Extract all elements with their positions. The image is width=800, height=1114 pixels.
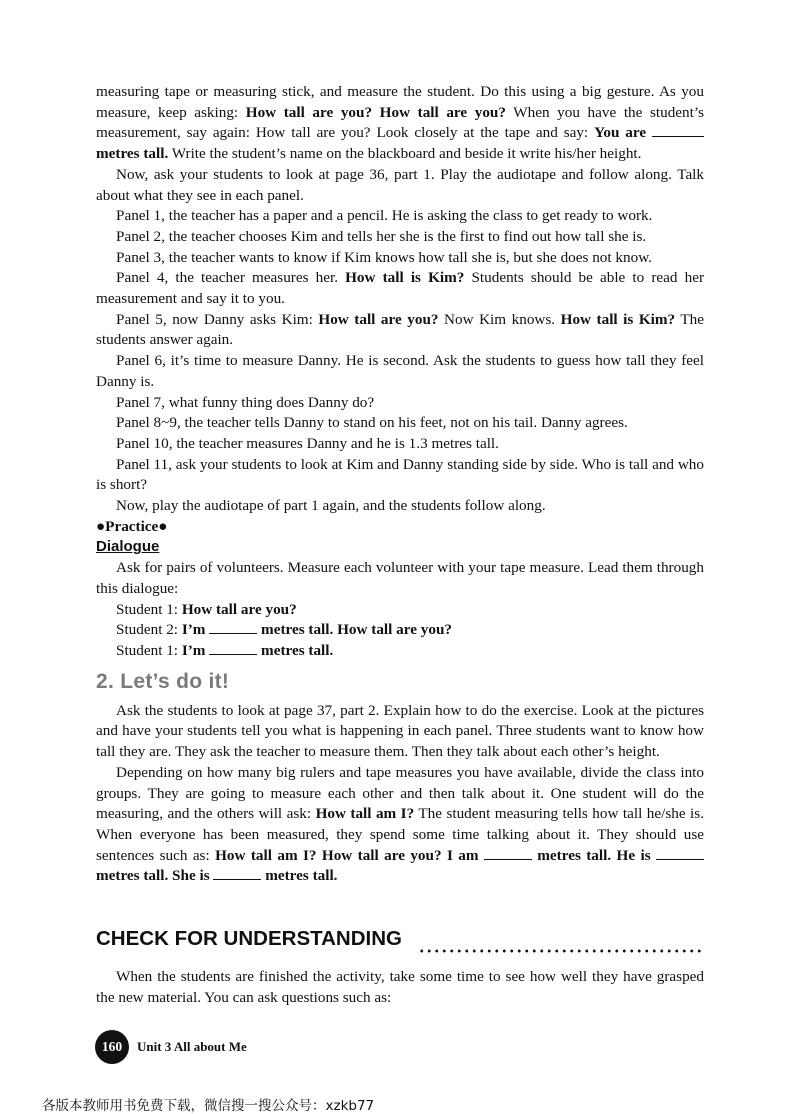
answer-blank xyxy=(652,123,704,137)
dialogue-line-3: Student 1: I’m metres tall. xyxy=(116,641,334,659)
dialogue-line-2: Student 2: I’m metres tall. How tall are you? xyxy=(116,621,452,639)
section-heading: 2. Let’s do it! xyxy=(96,669,230,693)
panel-3-text: Panel 3, the teacher wants to know if Kim knows how tall she is, but she does not know. xyxy=(116,248,652,266)
answer-blank xyxy=(209,620,257,634)
paragraph: measuring tape or measuring stick, and measure the student. Do this using a big gesture. As you measure, keep asking: How tall are you? How tall are you? When you have the student’s measurement, say again: How tall are you? Look closely at the tape and say: You are metres tall. Write the student’s name on the blackboard and beside it write his/her height. xyxy=(96,83,704,163)
unit-title: Unit 3 All about Me xyxy=(137,1039,247,1054)
dotted-rule xyxy=(418,949,704,953)
panel-11-text: Panel 11, ask your students to look at Kim and Danny standing side by side. Who is tall and who is short? xyxy=(96,455,704,494)
paragraph: Depending on how many big rulers and tape measures you have available, divide the class into groups. They are going to measure each other and then talk about it. One student will do the measuring, and the others will ask: How tall am I? The student measuring tells how tall he/she is. When everyone has been measured, they spend some time talking about it. They should use sentences such as: How tall am I? How tall are you? I am metres tall. He is metres tall. She is metres tall. xyxy=(96,763,704,885)
dialogue-line-1: Student 1: How tall are you? xyxy=(116,600,297,618)
paragraph: When the students are finished the activity, take some time to see how well they have grasped the new material. You can ask questions such as: xyxy=(96,968,704,1006)
paragraph: Ask the students to look at page 37, part 2. Explain how to do the exercise. Look at the pictures and have your students tell you what is happening in each panel. Three students want to know how tall they are. They ask the teacher to measure them. Then they talk about each other’s height. xyxy=(96,701,704,761)
answer-blank xyxy=(484,846,532,860)
answer-blank xyxy=(209,641,257,655)
panel-1-text: Panel 1, the teacher has a paper and a pencil. He is asking the class to get ready to work. xyxy=(116,207,653,225)
panel-8-9-text: Panel 8~9, the teacher tells Danny to stand on his feet, not on his tail. Danny agrees. xyxy=(116,414,628,432)
panel-5-text: Panel 5, now Danny asks Kim: How tall are you? Now Kim knows. How tall is Kim? The students answer again. xyxy=(96,310,704,349)
paragraph: Ask for pairs of volunteers. Measure each volunteer with your tape measure. Lead them through this dialogue: xyxy=(96,559,704,597)
panel-7-text: Panel 7, what funny thing does Danny do? xyxy=(116,393,375,411)
check-heading: CHECK FOR UNDERSTANDING xyxy=(96,926,406,952)
panel-2-text: Panel 2, the teacher chooses Kim and tells her she is the first to find out how tall she is. xyxy=(116,227,647,245)
check-text xyxy=(96,967,704,1008)
paragraph: Now, play the audiotape of part 1 again, and the students follow along. xyxy=(116,497,546,515)
answer-blank xyxy=(213,866,261,880)
check-section-header xyxy=(96,926,704,956)
watermark-text: 各版本教师用书免费下载，微信搜一搜公众号：xzkb77 xyxy=(42,1098,375,1114)
panel-4-text: Panel 4, the teacher measures her. How tall is Kim? Students should be able to read her measurement and say it to you. xyxy=(96,269,704,308)
answer-blank xyxy=(656,846,704,860)
dialogue-heading: Dialogue xyxy=(96,538,160,556)
page-number: 160 xyxy=(95,1030,129,1064)
panel-10-text: Panel 10, the teacher measures Danny and he is 1.3 metres tall. xyxy=(116,434,499,452)
paragraph: Now, ask your students to look at page 36, part 1. Play the audiotape and follow along. Talk about what they see in each panel. xyxy=(96,165,704,204)
practice-label: ●Practice● xyxy=(96,517,168,535)
panel-6-text: Panel 6, it’s time to measure Danny. He is second. Ask the students to guess how tall they feel Danny is. xyxy=(96,352,704,390)
main-text xyxy=(96,82,704,887)
